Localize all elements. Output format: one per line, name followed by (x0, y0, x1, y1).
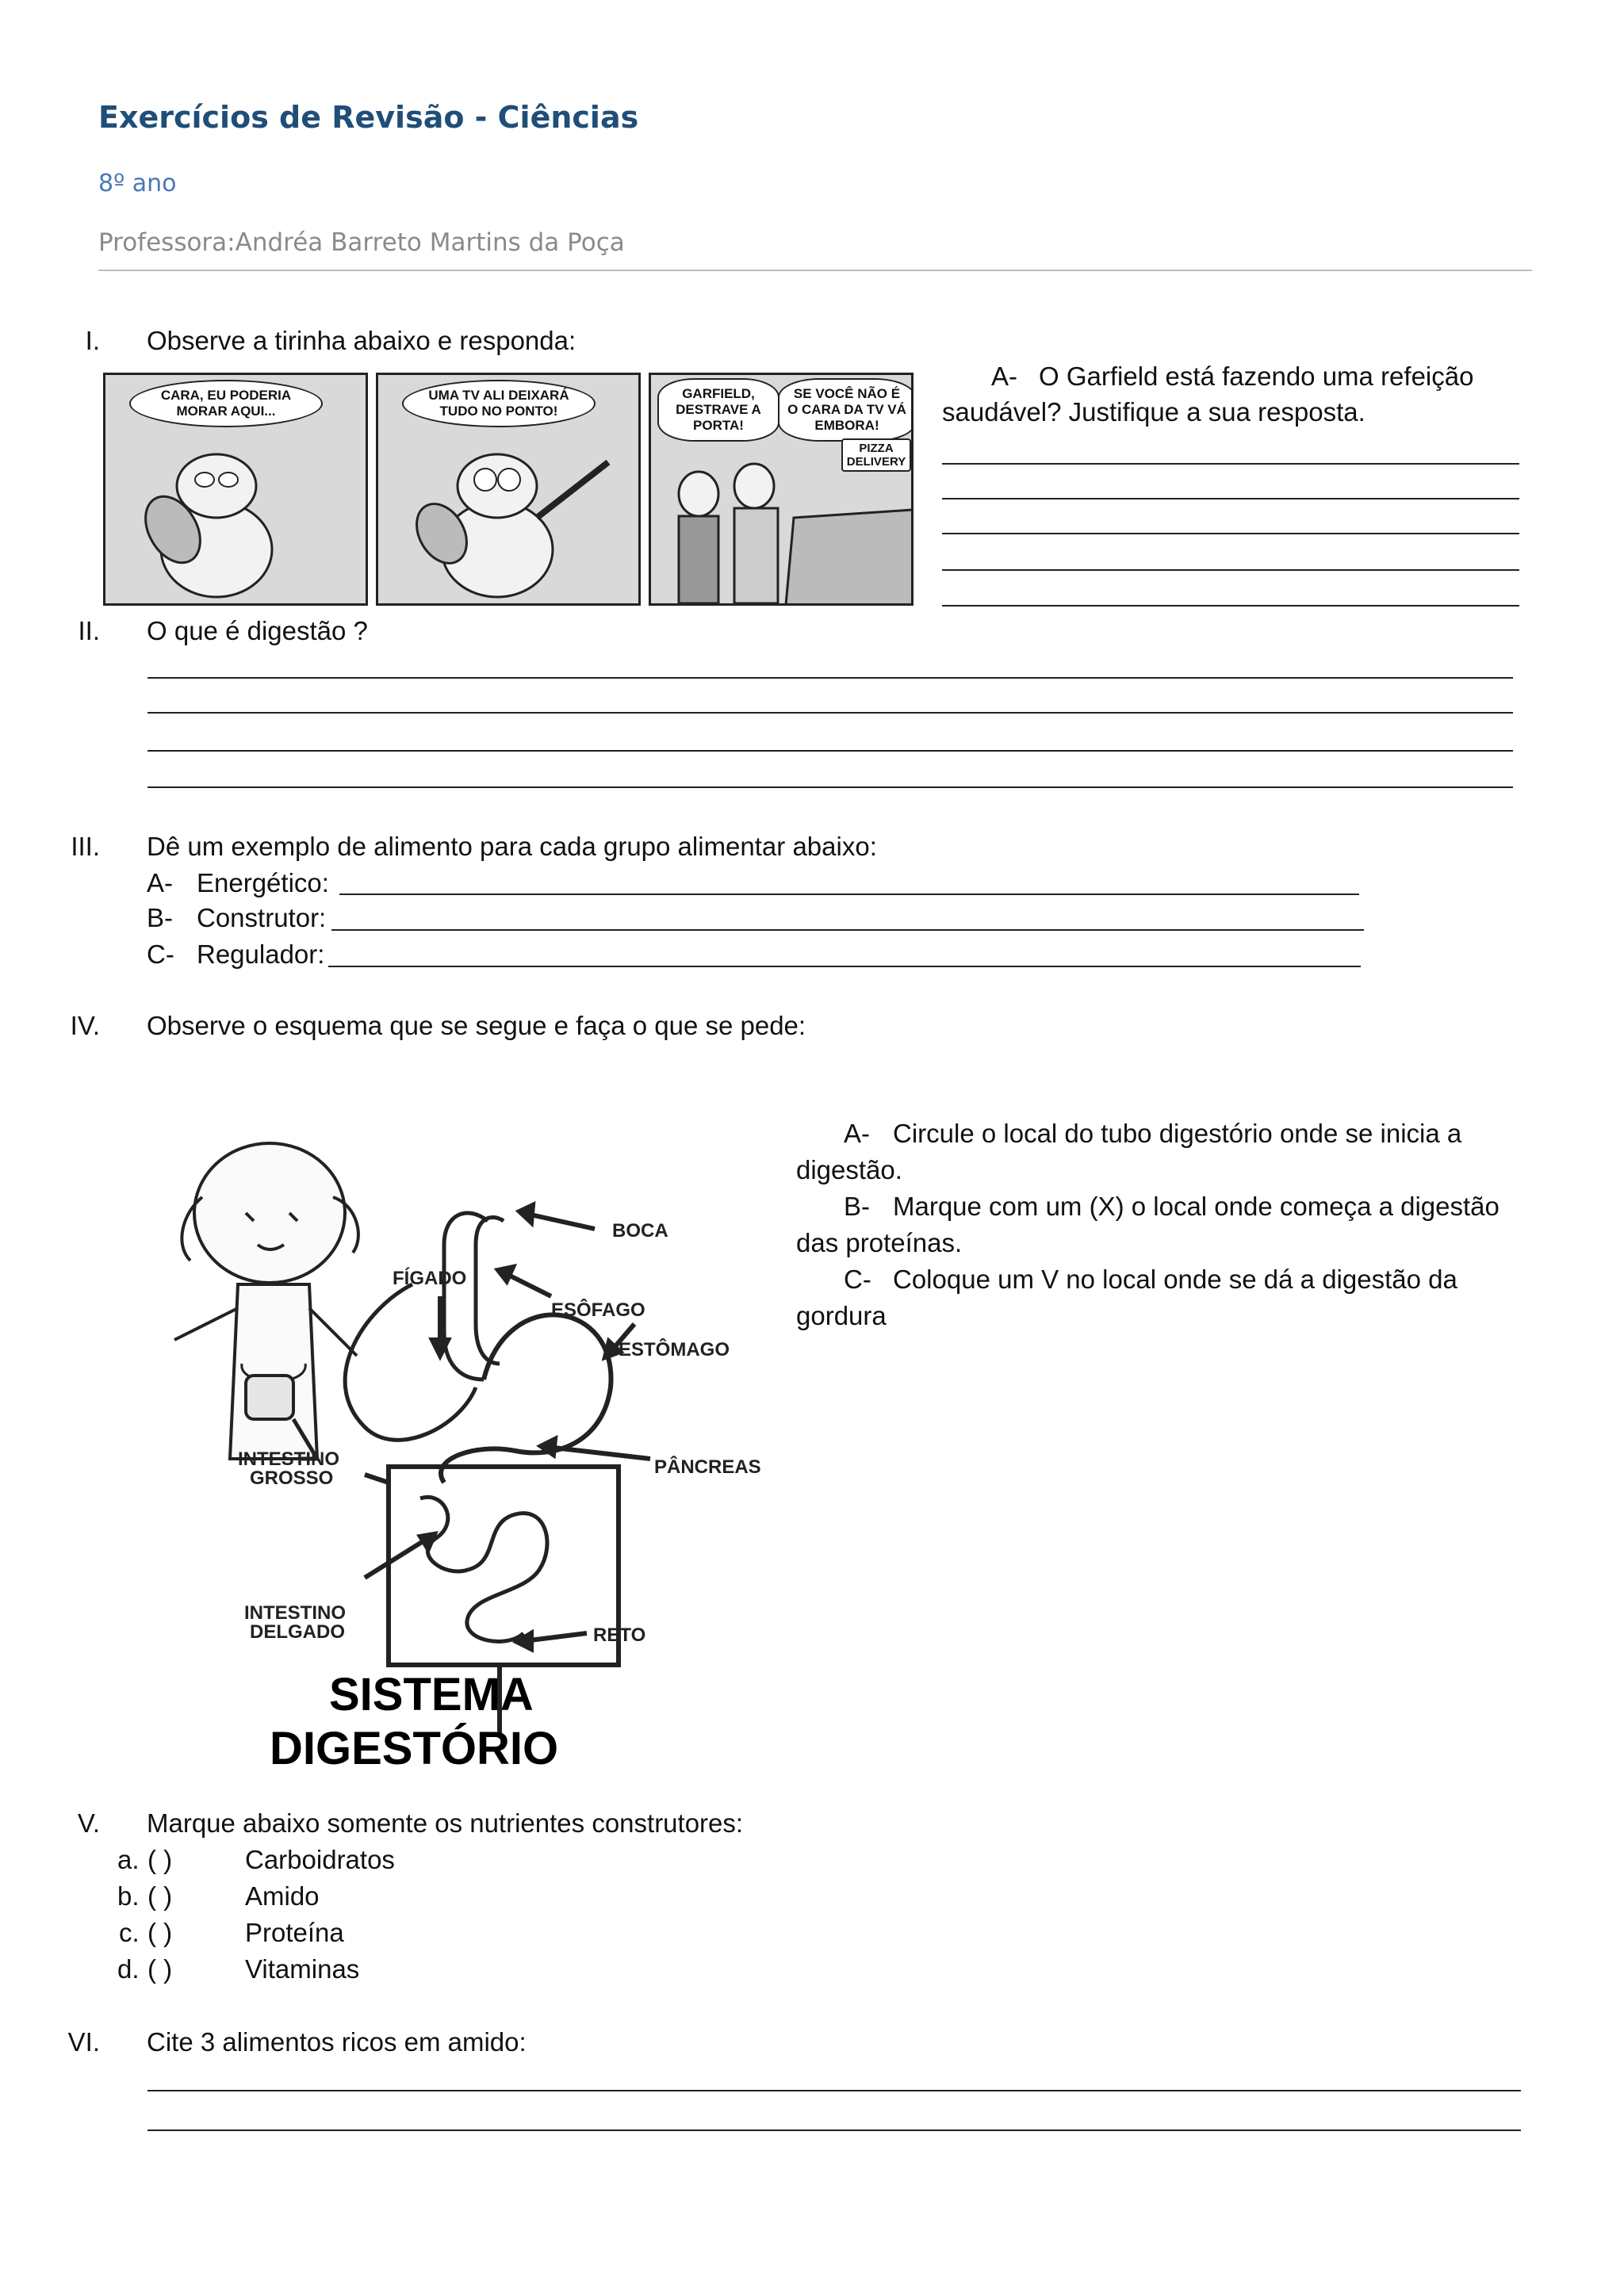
question-4c-label: C- (844, 1265, 871, 1294)
option-text: Proteína (245, 1918, 344, 1947)
label-esofago: ESÔFAGO (551, 1299, 645, 1321)
label-estomago: ESTÔMAGO (619, 1339, 730, 1360)
option-checkbox[interactable]: ( ) (147, 1954, 173, 1984)
label-figado: FÍGADO (393, 1268, 467, 1289)
food-group-label: B- (147, 903, 173, 932)
question-1a-line2: saudável? Justifique a sua resposta. (942, 397, 1365, 427)
question-4-number: IV. (70, 1011, 100, 1040)
diagram-title: SISTEMA (329, 1669, 534, 1720)
food-group-label: A- (147, 868, 173, 897)
answer-line[interactable] (147, 2090, 1521, 2091)
comic-panel-3 (649, 373, 914, 606)
answer-line[interactable] (147, 712, 1513, 714)
question-1-text: Observe a tirinha abaixo e responda: (147, 326, 576, 355)
option-letter: c. (119, 1918, 140, 1947)
option-text: Carboidratos (245, 1845, 395, 1874)
comic-speech-bubble: CARA, EU PODERIA MORAR AQUI... (129, 380, 323, 427)
question-4b-label: B- (844, 1192, 870, 1221)
label-boca: BOCA (612, 1220, 668, 1242)
comic-panel-2 (376, 373, 641, 606)
option-checkbox[interactable]: ( ) (147, 1881, 173, 1911)
option-checkbox[interactable]: ( ) (147, 1918, 173, 1947)
option-letter: d. (117, 1954, 140, 1984)
digestive-system-illustration (127, 1126, 761, 1784)
diagram-title: DIGESTÓRIO (270, 1723, 559, 1774)
question-2-number: II. (78, 616, 100, 645)
question-1-number: I. (85, 326, 100, 355)
food-group-text: Energético: (197, 868, 329, 897)
option-text: Vitaminas (245, 1954, 360, 1984)
answer-line[interactable] (942, 569, 1519, 571)
option-checkbox[interactable]: ( ) (147, 1845, 173, 1874)
question-3-number: III. (71, 832, 100, 861)
comic-panel-1 (103, 373, 368, 606)
label-reto: RETO (593, 1624, 646, 1646)
answer-line[interactable] (942, 463, 1519, 465)
question-6-text: Cite 3 alimentos ricos em amido: (147, 2027, 527, 2057)
garfield-comic-strip (103, 373, 914, 606)
question-1a-label: A- (991, 362, 1017, 391)
answer-line[interactable] (147, 750, 1513, 752)
option-letter: a. (117, 1845, 140, 1874)
page-title: Exercícios de Revisão - Ciências (98, 100, 639, 135)
question-3-text: Dê um exemplo de alimento para cada grupo alimentar abaixo: (147, 832, 877, 861)
question-4a-label: A- (844, 1119, 870, 1148)
garfield-figure (378, 375, 638, 603)
question-6-number: VI. (67, 2027, 100, 2057)
digestive-system-diagram (127, 1126, 761, 1784)
answer-line[interactable] (147, 2130, 1521, 2131)
comic-speech-bubble: UMA TV ALI DEIXARÁ TUDO NO PONTO! (402, 380, 596, 427)
food-group-text: Construtor: (197, 903, 327, 932)
label-intestino-delgado: INTESTINO (244, 1602, 347, 1624)
answer-line[interactable] (147, 786, 1513, 788)
label-intestino-grosso: GROSSO (250, 1468, 334, 1489)
answer-line[interactable] (331, 929, 1364, 931)
question-2-text: O que é digestão ? (147, 616, 368, 645)
grade-label: 8º ano (98, 170, 177, 197)
label-pancreas: PÂNCREAS (654, 1456, 761, 1478)
comic-speech-bubble: GARFIELD, DESTRAVE A PORTA! (657, 378, 779, 442)
food-group-text: Regulador: (197, 939, 325, 969)
teacher-label: Professora:Andréa Barreto Martins da Poça (98, 228, 625, 257)
garfield-figure (105, 375, 366, 603)
answer-line[interactable] (339, 894, 1359, 895)
pizza-delivery-sign: PIZZA DELIVERY (841, 438, 911, 472)
option-letter: b. (117, 1881, 140, 1911)
label-intestino-grosso: INTESTINO (238, 1448, 340, 1470)
question-4c-line1: Coloque um V no local onde se dá a digestão da (893, 1265, 1457, 1294)
header-divider (98, 270, 1532, 271)
food-group-label: C- (147, 939, 174, 969)
question-4b-line2: das proteínas. (796, 1228, 963, 1257)
question-4c-line2: gordura (796, 1301, 887, 1330)
question-5-number: V. (77, 1808, 100, 1838)
question-4b-line1: Marque com um (X) o local onde começa a digestão (893, 1192, 1500, 1221)
answer-line[interactable] (942, 533, 1519, 534)
question-4-text: Observe o esquema que se segue e faça o que se pede: (147, 1011, 806, 1040)
option-text: Amido (245, 1881, 320, 1911)
question-1a-line1: O Garfield está fazendo uma refeição (1039, 362, 1474, 391)
question-4a-line1: Circule o local do tubo digestório onde se inicia a (893, 1119, 1462, 1148)
answer-line[interactable] (942, 605, 1519, 607)
digestive-tract (345, 1213, 619, 1736)
child-figure (174, 1143, 358, 1459)
answer-line[interactable] (147, 677, 1513, 679)
question-5-text: Marque abaixo somente os nutrientes construtores: (147, 1808, 744, 1838)
people-car-figure (651, 375, 911, 603)
question-4a-line2: digestão. (796, 1155, 902, 1184)
answer-line[interactable] (328, 966, 1361, 967)
label-intestino-delgado: DELGADO (250, 1621, 345, 1643)
answer-line[interactable] (942, 498, 1519, 499)
comic-speech-bubble: SE VOCÊ NÃO É O CARA DA TV VÁ EMBORA! (778, 378, 914, 442)
